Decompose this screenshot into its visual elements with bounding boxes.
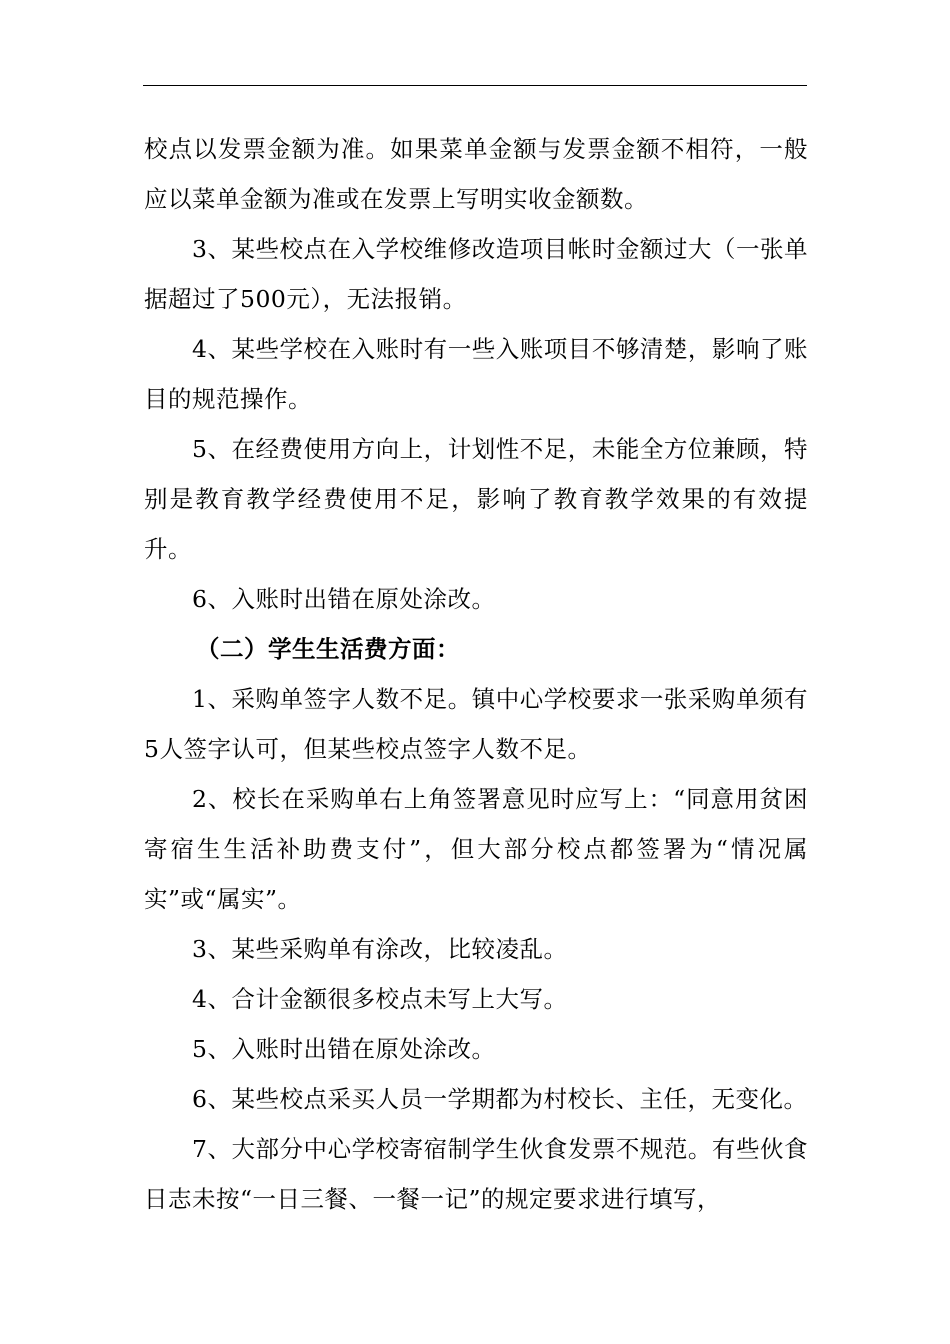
paragraph-living-item-1: 1、采购单签字人数不足。镇中心学校要求一张采购单须有5人签字认可，但某些校点签字人数不足。	[144, 685, 808, 763]
paragraph-item-5: 5、在经费使用方向上，计划性不足，未能全方位兼顾，特别是教育教学经费使用不足，影响了教育教学效果的有效提升。	[144, 435, 808, 563]
header-rule	[143, 85, 807, 86]
paragraph-continuation: 校点以发票金额为准。如果菜单金额与发票金额不相符，一般应以菜单金额为准或在发票上写明实收金额数。	[144, 135, 808, 213]
paragraph-living-item-6: 6、某些校点采买人员一学期都为村校长、主任，无变化。	[192, 1085, 808, 1113]
paragraph-living-item-3: 3、某些采购单有涂改，比较凌乱。	[192, 935, 568, 963]
section-heading: （二）学生生活费方面：	[196, 635, 460, 663]
paragraph-living-item-2: 2、校长在采购单右上角签署意见时应写上：“同意用贫困寄宿生生活补助费支付”，但大部分校点都签署为“情况属实”或“属实”。	[144, 785, 808, 913]
paragraph-living-item-4: 4、合计金额很多校点未写上大写。	[192, 985, 568, 1013]
paragraph-item-6: 6、入账时出错在原处涂改。	[192, 585, 496, 613]
paragraph-living-item-7: 7、大部分中心学校寄宿制学生伙食发票不规范。有些伙食日志未按“一日三餐、一餐一记”的规定要求进行填写，	[144, 1135, 808, 1213]
paragraph-item-4: 4、某些学校在入账时有一些入账项目不够清楚，影响了账目的规范操作。	[144, 335, 808, 413]
paragraph-living-item-5: 5、入账时出错在原处涂改。	[192, 1035, 496, 1063]
body-text	[144, 124, 808, 1224]
paragraph-item-3: 3、某些校点在入学校维修改造项目帐时金额过大（一张单据超过了500元），无法报销。	[144, 235, 808, 313]
